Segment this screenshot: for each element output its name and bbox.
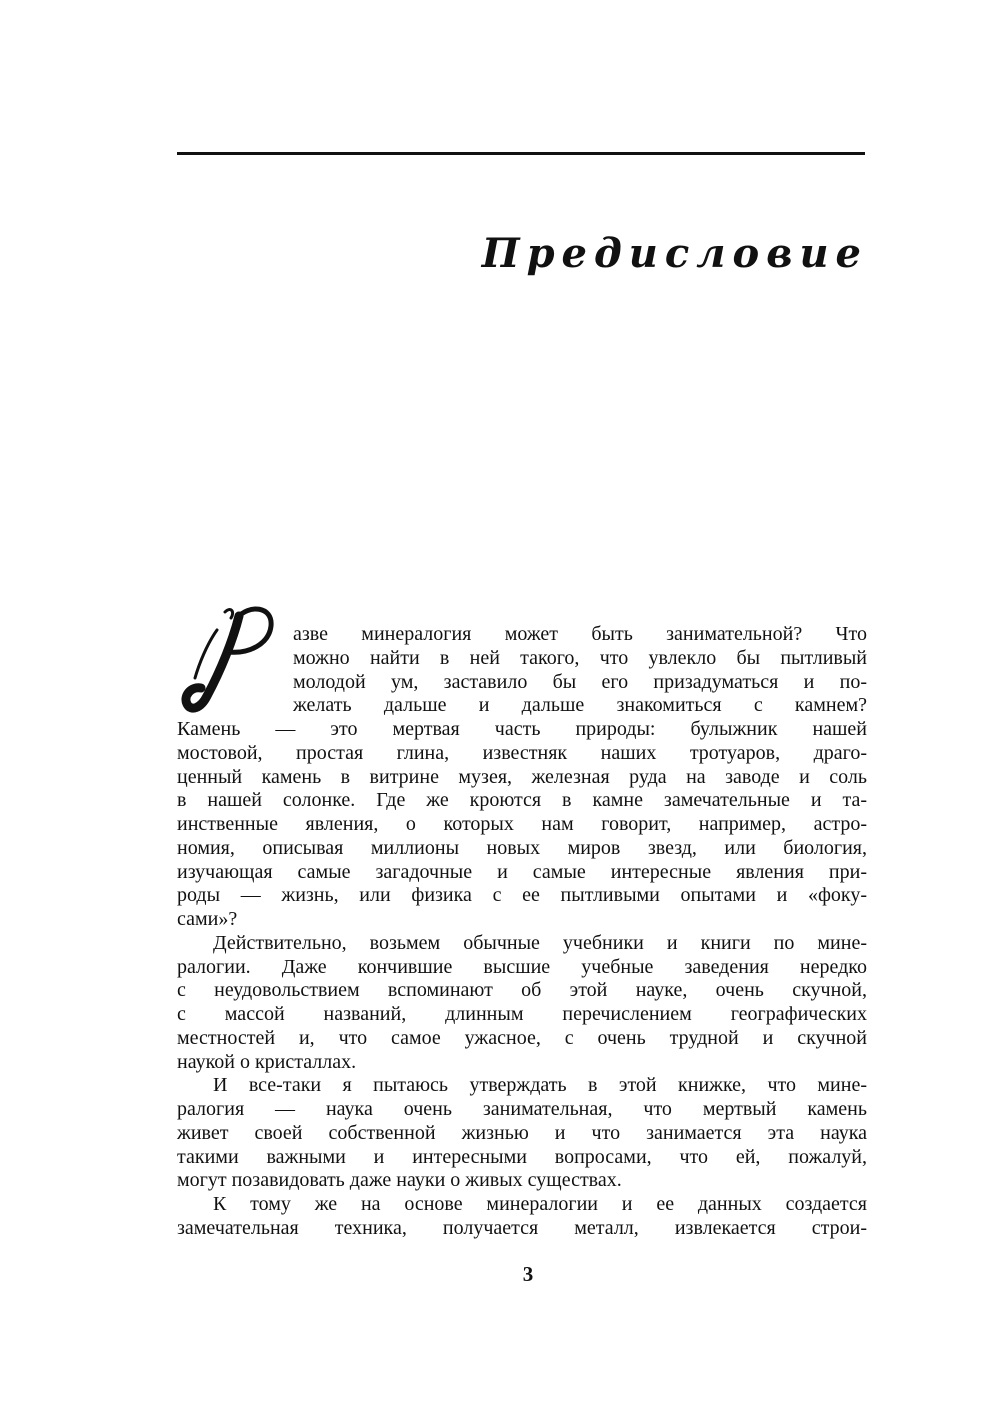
top-rule bbox=[177, 152, 865, 155]
text-line: замечательная техника, получается металл, извлекается строи- bbox=[177, 1216, 867, 1239]
text-line: могут позавидовать даже науки о живых существах. bbox=[177, 1169, 622, 1192]
chapter-title: Предисловие bbox=[481, 230, 868, 277]
text-line: К тому же на основе минералогии и ее данных создается bbox=[213, 1193, 867, 1215]
text-line: в нашей солонке. Где же кроются в камне замечательные и та- bbox=[177, 789, 867, 812]
text-line: инственные явления, о которых нам говорит, например, астро- bbox=[177, 813, 867, 835]
text-line: с неудовольствием вспоминают об этой науке, очень скучной, bbox=[177, 979, 867, 1002]
text-line: ценный камень в витрине музея, железная руда на заводе и соль bbox=[177, 765, 867, 788]
text-line: живет своей собственной жизнью и что занимается эта наука bbox=[177, 1121, 867, 1144]
text-line: местностей и, что самое ужасное, с очень трудной и скучной bbox=[177, 1026, 867, 1049]
text-line: желать дальше и дальше знакомиться с камнем? bbox=[293, 694, 867, 717]
body-text bbox=[177, 600, 867, 1241]
drop-cap-glyph bbox=[177, 600, 277, 714]
text-line: молодой ум, заставило бы его призадуматься и по- bbox=[293, 670, 867, 693]
text-line: роды — жизнь, или физика с ее пытливыми опытами и «фоку- bbox=[177, 884, 867, 907]
text-line: сами»? bbox=[177, 908, 238, 930]
paragraph-2 bbox=[177, 932, 867, 1075]
text-line: наукой о кристаллах. bbox=[177, 1050, 357, 1073]
paragraph-1 bbox=[177, 600, 867, 932]
text-line: ралогия — наука очень занимательная, что мертвый камень bbox=[177, 1098, 867, 1120]
text-line: номия, описывая миллионы новых миров звезд, или биология, bbox=[177, 836, 867, 859]
text-line: такими важными и интересными вопросами, что ей, пожалуй, bbox=[177, 1145, 867, 1168]
page-number: 3 bbox=[522, 1262, 534, 1286]
text-line: мостовой, простая глина, известняк наших тротуаров, драго- bbox=[177, 741, 867, 764]
text-line: И все-таки я пытаюсь утверждать в этой книжке, что мине- bbox=[213, 1074, 867, 1097]
text-line: азве минералогия может быть занимательной? Что bbox=[293, 623, 867, 645]
text-line: изучающая самые загадочные и самые интересные явления при- bbox=[177, 860, 867, 883]
paragraph-4 bbox=[177, 1193, 867, 1241]
text-line: можно найти в ней такого, что увлекло бы пытливый bbox=[293, 646, 867, 669]
text-line: Камень — это мертвая часть природы: булыжник нашей bbox=[177, 718, 867, 740]
paragraph-3 bbox=[177, 1074, 867, 1193]
text-line: ралогии. Даже кончившие высшие учебные заведения нередко bbox=[177, 955, 867, 978]
drop-cap bbox=[177, 600, 277, 714]
text-line: с массой названий, длинным перечислением географических bbox=[177, 1003, 867, 1025]
text-line: Действительно, возьмем обычные учебники и книги по мине- bbox=[213, 931, 867, 954]
